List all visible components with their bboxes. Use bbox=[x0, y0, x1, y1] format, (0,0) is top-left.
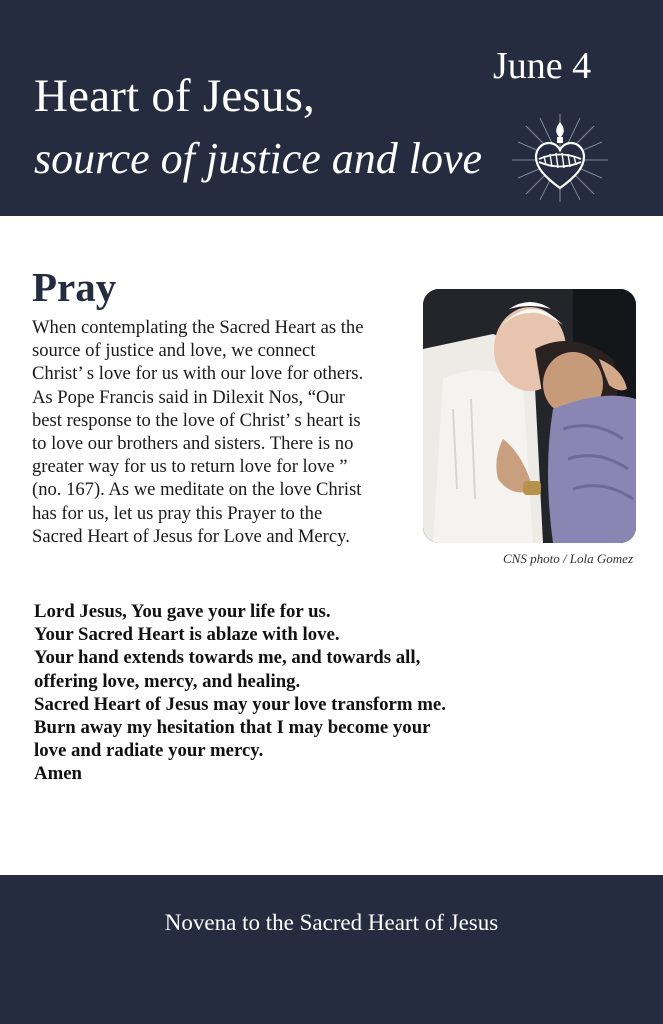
prayer-line: Burn away my hesitation that I may become your bbox=[34, 717, 431, 739]
prayer-line: Your Sacred Heart is ablaze with love. bbox=[34, 624, 340, 646]
intro-line: best response to the love of Christ’ s heart is bbox=[32, 409, 361, 431]
intro-line: (no. 167). As we meditate on the love Christ bbox=[32, 479, 362, 501]
intro-line: When contemplating the Sacred Heart as the bbox=[32, 317, 364, 338]
date-label: June 4 bbox=[493, 45, 592, 87]
intro-line: Christ’ s love for us with our love for others. bbox=[32, 363, 364, 385]
intro-paragraph bbox=[32, 316, 404, 548]
intro-line: greater way for us to return love for love ” bbox=[32, 456, 348, 478]
prayer-line: love and radiate your mercy. bbox=[34, 740, 264, 762]
pray-heading: Pray bbox=[32, 264, 117, 310]
photo-caption: CNS photo / Lola Gomez bbox=[502, 551, 633, 566]
intro-line: Sacred Heart of Jesus for Love and Mercy. bbox=[32, 525, 350, 547]
prayer-line: Lord Jesus, You gave your life for us. bbox=[34, 601, 331, 622]
prayer-line: offering love, mercy, and healing. bbox=[34, 670, 301, 692]
intro-line: has for us, let us pray this Prayer to the bbox=[32, 502, 323, 524]
sacred-heart-icon bbox=[510, 112, 610, 204]
photo-illustration bbox=[423, 289, 636, 543]
footer-title: Novena to the Sacred Heart of Jesus bbox=[164, 910, 499, 935]
header-banner bbox=[0, 0, 663, 216]
prayer-line: Amen bbox=[34, 763, 82, 785]
page-subtitle: source of justice and love bbox=[34, 134, 483, 183]
prayer-line: Sacred Heart of Jesus may your love transform me. bbox=[34, 693, 446, 715]
intro-line: As Pope Francis said in Dilexit Nos, “Our bbox=[32, 386, 345, 408]
page-title: Heart of Jesus, bbox=[34, 70, 316, 122]
intro-line: to love our brothers and sisters. There is no bbox=[32, 433, 354, 455]
photo-pope-embrace bbox=[423, 289, 636, 543]
intro-line: source of justice and love, we connect bbox=[32, 340, 316, 362]
prayer-line: Your hand extends towards me, and towards all, bbox=[34, 647, 421, 669]
prayer-text bbox=[34, 600, 534, 786]
footer-banner bbox=[0, 875, 663, 1024]
